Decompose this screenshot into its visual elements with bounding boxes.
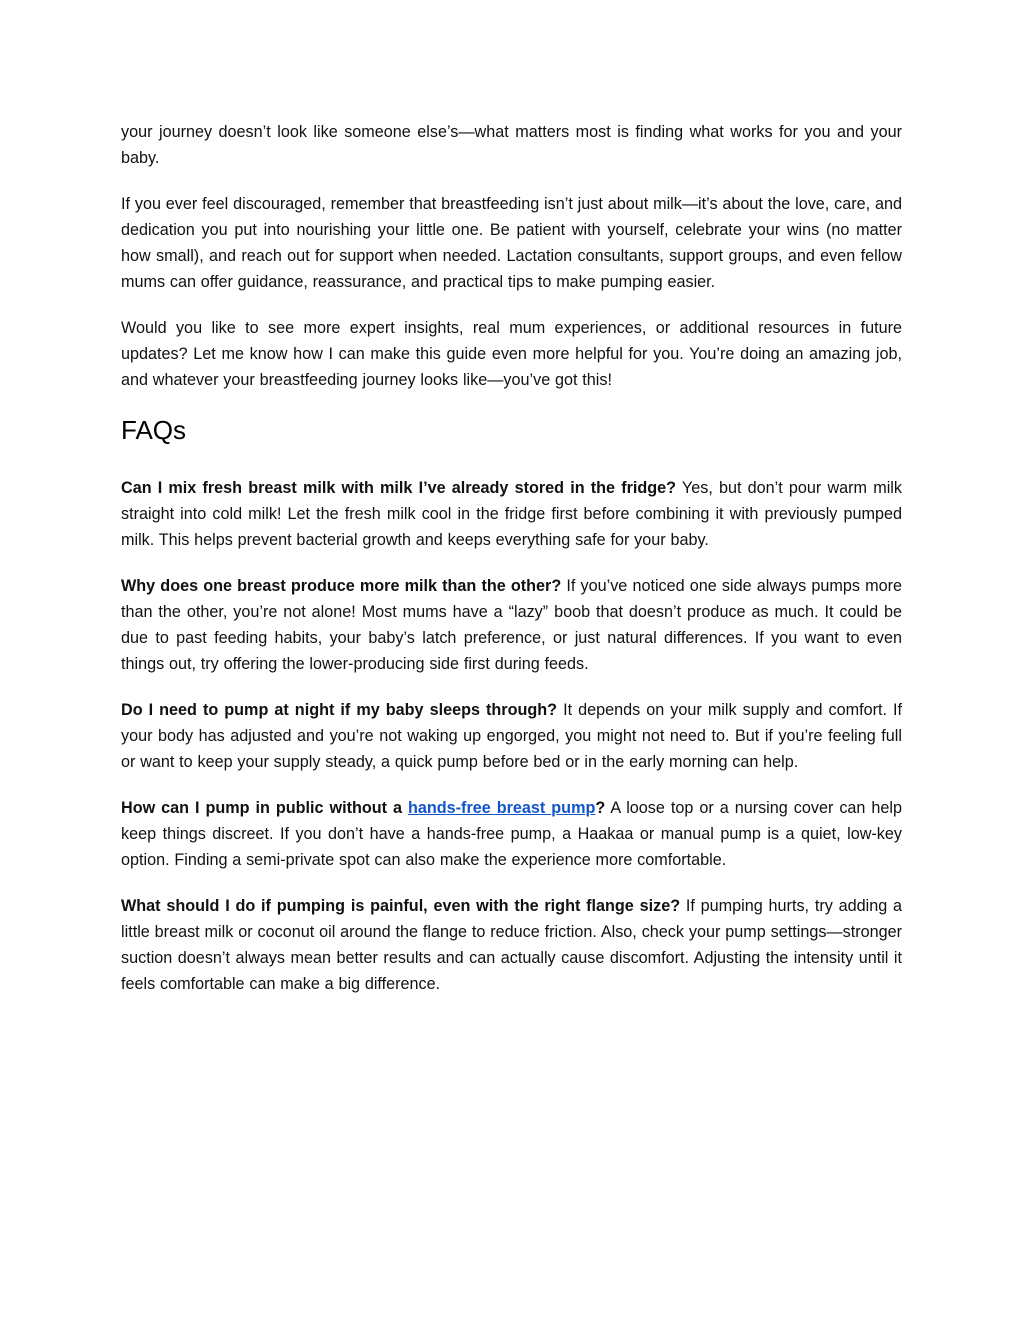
faq-answer-4: A loose top or a nursing cover can help keep things discreet. If you don’t have a hands-free pump, a Haakaa or manual pump is a quiet, low-key option. Finding a semi-private spot can also make the experience more comfortable. — [121, 799, 902, 869]
faq-question-2: Why does one breast produce more milk than the other? — [121, 577, 562, 595]
faq-item-2 — [121, 573, 902, 677]
faq-question-4-tail: ? — [595, 799, 606, 817]
faq-question-5: What should I do if pumping is painful, even with the right flange size? — [121, 897, 681, 915]
faq-item-1 — [121, 475, 902, 553]
faq-item-4 — [121, 795, 902, 873]
faq-question-1: Can I mix fresh breast milk with milk I’ve already stored in the fridge? — [121, 479, 677, 497]
faq-answer-3: It depends on your milk supply and comfort. If your body has adjusted and you’re not waking up engorged, you might not need to. But if you’re feeling full or want to keep your supply steady, a quick pump before bed or in the early morning can help. — [121, 701, 902, 771]
faq-question-4-lead: How can I pump in public without a — [121, 799, 408, 817]
faq-answer-5: If pumping hurts, try adding a little breast milk or coconut oil around the flange to reduce friction. Also, check your pump settings—stronger suction doesn’t always mean better results and can actually cause discomfort. Adjusting the intensity until it feels comfortable can make a big difference. — [121, 897, 903, 993]
faq-question-4 — [121, 799, 605, 817]
faq-item-3 — [121, 697, 902, 775]
faq-answer-2: If you’ve noticed one side always pumps more than the other, you’re not alone! Most mums have a “lazy” boob that doesn’t produce as much. It could be due to past feeding habits, your baby’s latch preference, or just natural differences. If you want to even things out, try offering the lower-producing side first during feeds. — [121, 577, 902, 673]
intro-paragraph-3: Would you like to see more expert insights, real mum experiences, or additional resources in future updates? Let me know how I can make this guide even more helpful for you. You’re doing an amazing job, and whatever your breastfeeding journey looks like—you’ve got this! — [121, 319, 902, 389]
faqs-heading: FAQs — [121, 415, 187, 445]
faq-item-5 — [121, 893, 902, 997]
intro-paragraph-2: If you ever feel discouraged, remember that breastfeeding isn’t just about milk—it’s about the love, care, and dedication you put into nourishing your little one. Be patient with yourself, celebrate your wins (no matter how small), and reach out for support when needed. Lactation consultants, support groups, and even fellow mums can offer guidance, reassurance, and practical tips to make pumping easier. — [121, 195, 902, 291]
intro-paragraph-1: your journey doesn’t look like someone else’s—what matters most is finding what works for you and your baby. — [121, 123, 902, 167]
document-page — [121, 119, 902, 1017]
hands-free-breast-pump-link[interactable]: hands-free breast pump — [408, 799, 596, 817]
faq-question-3: Do I need to pump at night if my baby sleeps through? — [121, 701, 558, 719]
faq-answer-1: Yes, but don’t pour warm milk straight into cold milk! Let the fresh milk cool in the fridge first before combining it with previously pumped milk. This helps prevent bacterial growth and keeps everything safe for your baby. — [121, 479, 902, 549]
